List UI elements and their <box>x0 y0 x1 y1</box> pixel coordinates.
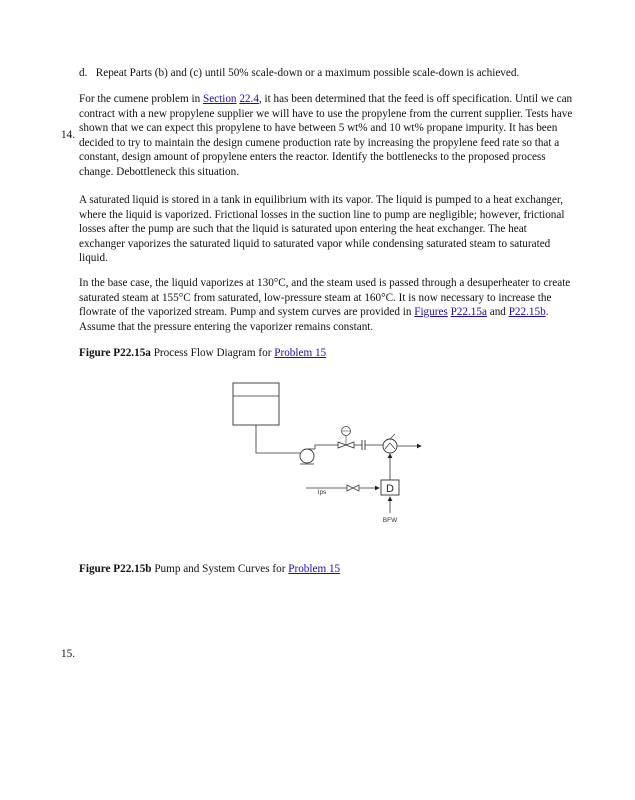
lps-valve-icon <box>347 485 359 491</box>
figure-b-problem-link[interactable]: Problem 15 <box>288 563 341 575</box>
figure-a-caption: Figure P22.15a Process Flow Diagram for Problem 15 <box>79 347 327 359</box>
vent-line <box>390 434 395 439</box>
pump-icon <box>300 449 315 464</box>
figure-b-link[interactable]: P22.15b <box>508 306 546 318</box>
section-number-link[interactable]: 22.4 <box>239 93 259 105</box>
problem-15-para-2: In the base case, the liquid vaporizes at 130°C, and the steam used is passed through a desuperheater to create saturated steam at 155°C from saturated, low-pressure steam at 160°C. It is now necessary to increase the flowrate of the vaporized stream. Pump and system curves are provided in Figures P22.15a and P22.15b. Assume that the pressure entering the vaporizer remains constant. <box>79 277 571 333</box>
lps-label: lps <box>318 489 327 496</box>
suction-line <box>256 425 300 453</box>
process-flow-diagram <box>220 378 440 530</box>
problem-14-text: For the cumene problem in Section 22.4, it has been determined that the feed is off specification. Until we can contract with a new propylene supplier we will have to use the propylene from the current supplier. Tests have shown that we can expect this propylene to have between 5 wt% and 10 wt% propane impurity. It has been decided to try to maintain the design cumene production rate by increasing the propylene feed rate so that a constant, design amount of propylene enters the reactor. Identify the bottlenecks to the proposed process change. Debottleneck this situation. <box>79 93 573 178</box>
item-d-marker: d. <box>79 67 88 79</box>
section-link[interactable]: Section <box>202 93 237 105</box>
figure-b-label: Figure P22.15b <box>79 563 152 575</box>
problem-14-number: 14. <box>61 129 75 141</box>
storage-tank <box>233 383 279 425</box>
problem-15-number: 15. <box>61 648 75 660</box>
figure-a-label: Figure P22.15a <box>79 347 151 359</box>
item-d <box>79 66 599 81</box>
orifice-icon <box>362 440 365 450</box>
figure-a-link[interactable]: P22.15a <box>450 306 487 318</box>
problem-15-para-1: A saturated liquid is stored in a tank in equilibrium with its vapor. The liquid is pumped to a heat exchanger, where the liquid is vaporized. Frictional losses in the suction line to pump are negligible; however, frictional losses after the pump are such that the liquid is saturated upon entering the heat exchanger. The heat exchanger vaporizes the saturated liquid to saturated vapor while condensing saturated steam to saturated liquid. <box>79 194 565 264</box>
figure-a-problem-link[interactable]: Problem 15 <box>274 347 327 359</box>
bfw-label: BFW <box>382 517 398 524</box>
desuperheater-label: D <box>386 483 394 495</box>
figures-link[interactable]: Figures <box>414 306 448 318</box>
discharge-line <box>315 445 338 449</box>
item-d-text: Repeat Parts (b) and (c) until 50% scale-down or a maximum possible scale-down is achieved. <box>95 67 520 79</box>
vaporizer-icon <box>383 439 397 453</box>
control-valve-icon <box>338 427 354 449</box>
figure-b-caption: Figure P22.15b Pump and System Curves for Problem 15 <box>79 563 341 575</box>
